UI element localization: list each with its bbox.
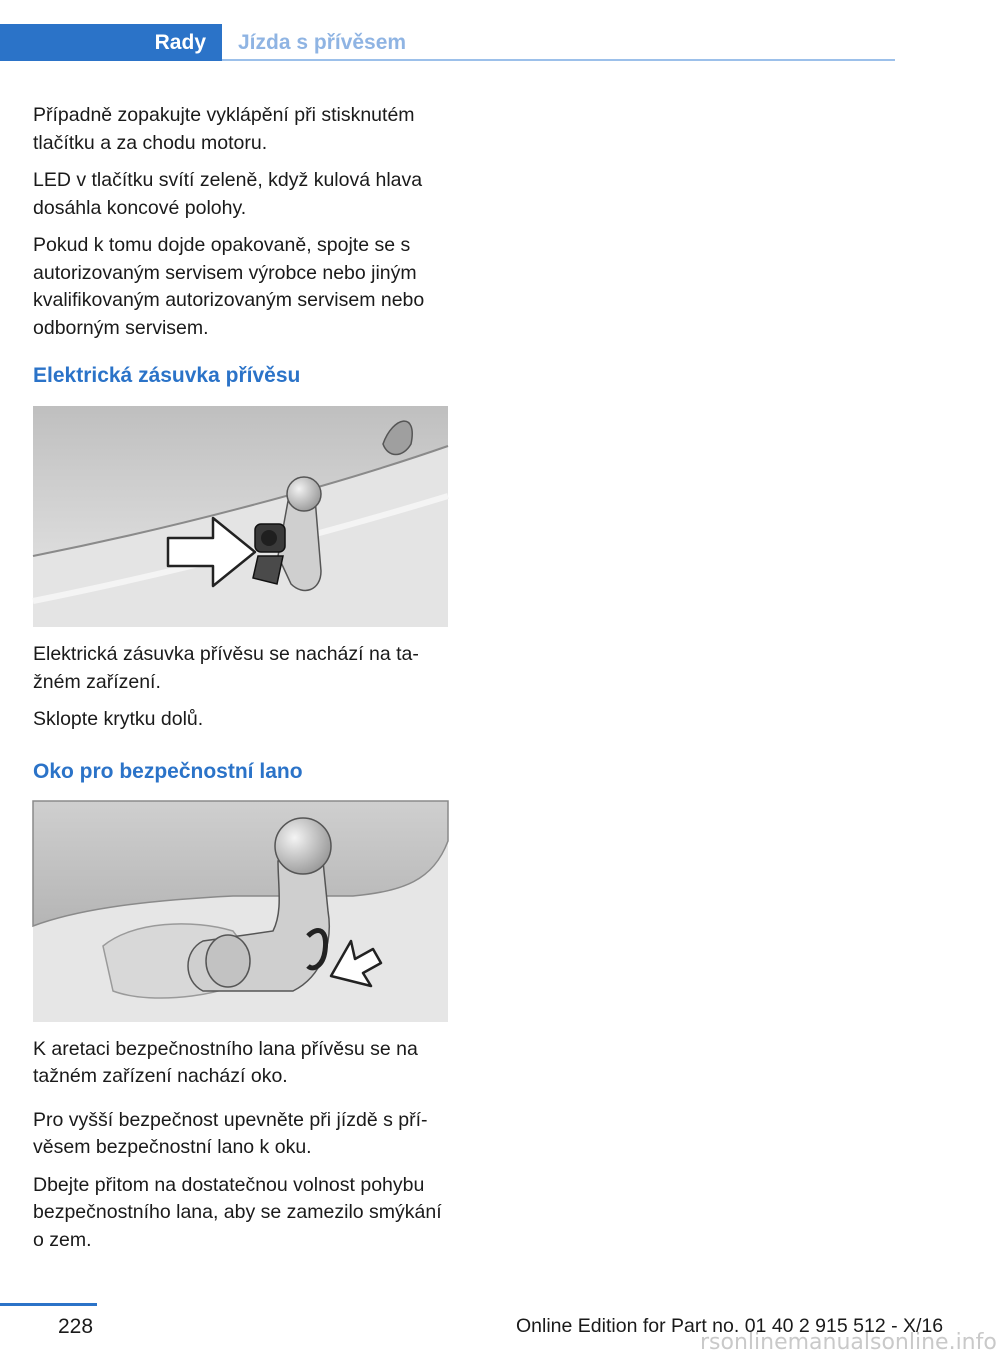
page-number: 228 (58, 1315, 94, 1338)
tab-rady: Rady (0, 24, 222, 61)
page-header (0, 24, 895, 64)
safety-cable-eye-drawing (33, 801, 448, 1022)
safety-cable-eye-illustration (33, 801, 448, 1022)
footer-divider (0, 1303, 97, 1306)
paragraph: K aretaci bezpečnostního lana přívěsu se na tažném zařízení nachází oko. (33, 1037, 418, 1087)
paragraph: Pro vyšší bezpečnost upevněte při jízdě s pří‐ věsem bezpečnostní lano k oku. (33, 1108, 428, 1158)
paragraph: LED v tlačítku svítí zeleně, když kulová hlava dosáhla koncové polohy. (33, 169, 423, 219)
header-divider (222, 59, 895, 61)
paragraph: Dbejte přitom na dostatečnou volnost pohybu bezpečnostního lana, aby se zamezilo smýkání o zem. (33, 1173, 442, 1251)
section-heading-safety-eye: Oko pro bezpečnostní lano (33, 759, 303, 783)
tab-jizda-s-privesem: Jízda s přívěsem (238, 30, 407, 54)
trailer-socket-drawing (33, 406, 448, 627)
paragraph: Pokud k tomu dojde opakovaně, spojte se s autorizovaným servisem výrobce nebo jiným kvalifikovaným autorizovaným servisem nebo odborným servisem. (33, 234, 425, 339)
paragraph: Elektrická zásuvka přívěsu se nachází na ta‐ žném zařízení. (33, 643, 419, 693)
watermark: rsonlinemanualsonline.info (700, 1330, 997, 1355)
paragraph: Sklopte krytku dolů. (33, 708, 204, 730)
main-column (33, 102, 453, 1264)
section-heading-socket: Elektrická zásuvka přívěsu (33, 364, 301, 387)
paragraph: Případně zopakujte vyklápění při stisknutém tlačítku a za chodu motoru. (33, 104, 415, 154)
edition-note: Online Edition for Part no. 01 40 2 915 512 - X/16 (516, 1315, 944, 1337)
trailer-socket-illustration (33, 406, 448, 627)
